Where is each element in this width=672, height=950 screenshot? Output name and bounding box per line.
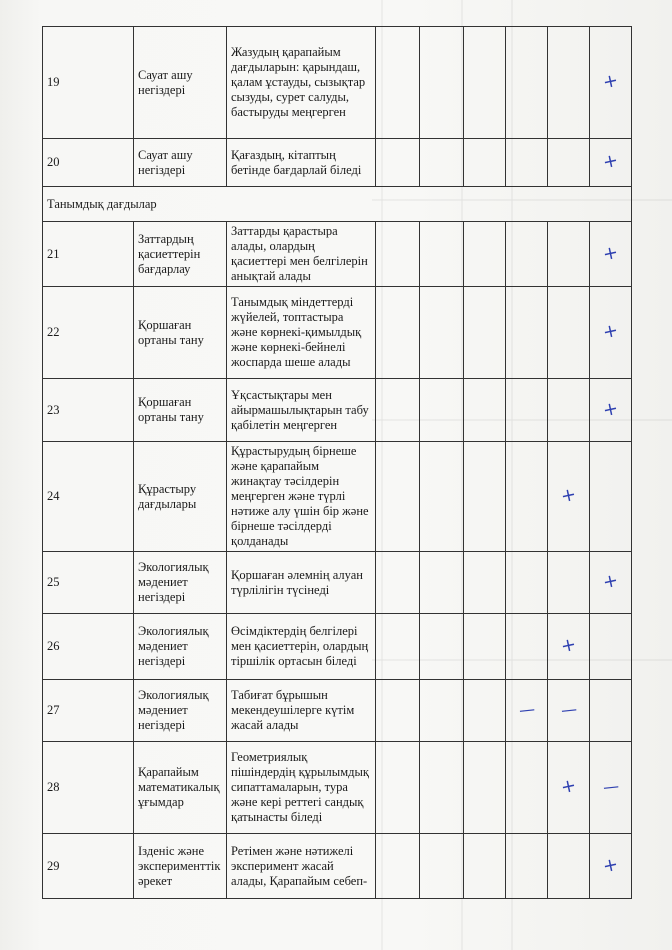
- level-mark-cell: [464, 614, 506, 680]
- skill-area: Экологиялық мәдениет негіздері: [134, 614, 227, 680]
- table-row: [43, 552, 632, 614]
- level-mark-cell: [420, 139, 464, 187]
- handwritten-plus-mark: +: [558, 774, 579, 799]
- skill-description: Заттарды қарастыра алады, олардың қасиеттері мен белгілерін анықтай алады: [227, 222, 376, 287]
- level-mark-cell: [548, 834, 590, 899]
- level-mark-cell: [548, 442, 590, 552]
- row-number: 21: [43, 222, 134, 287]
- handwritten-plus-mark: +: [600, 241, 621, 265]
- section-title: Танымдық дағдылар: [43, 187, 632, 222]
- table-row: [43, 222, 632, 287]
- level-mark-cell: [420, 27, 464, 139]
- empty-cell: [376, 834, 420, 899]
- level-mark-cell: [420, 287, 464, 379]
- level-mark-cell: [590, 680, 632, 742]
- level-mark-cell: [506, 379, 548, 442]
- level-mark-cell: [420, 614, 464, 680]
- level-mark-cell: [420, 379, 464, 442]
- level-mark-cell: [464, 222, 506, 287]
- level-mark-cell: [420, 442, 464, 552]
- level-mark-cell: [464, 27, 506, 139]
- empty-cell: [376, 614, 420, 680]
- skill-area: Қарапайым математикалық ұғымдар: [134, 742, 227, 834]
- skill-area: Сауат ашу негіздері: [134, 139, 227, 187]
- skill-description: Ұқсастықтары мен айырмашылықтарын табу қабілетін меңгерген: [227, 379, 376, 442]
- handwritten-plus-mark: +: [558, 633, 579, 658]
- handwritten-plus-mark: +: [600, 397, 621, 421]
- skill-description: Танымдық міндеттерді жүйелей, топтастыра және көрнекі-қимылдық және көрнекі-бейнелі жоспарда шеше алады: [227, 287, 376, 379]
- level-mark-cell: [548, 139, 590, 187]
- skill-description: Табиғат бұрышын мекендеушілерге күтім жасай алады: [227, 680, 376, 742]
- empty-cell: [376, 287, 420, 379]
- skill-description: Қоршаған әлемнің алуан түрлілігін түсінеді: [227, 552, 376, 614]
- table-row: [43, 287, 632, 379]
- level-mark-cell: [420, 680, 464, 742]
- row-number: 23: [43, 379, 134, 442]
- level-mark-cell: [464, 139, 506, 187]
- skill-area: Құрастыру дағдылары: [134, 442, 227, 552]
- table-row: [43, 680, 632, 742]
- table-row: [43, 139, 632, 187]
- level-mark-cell: [506, 27, 548, 139]
- level-mark-cell: [590, 834, 632, 899]
- empty-cell: [376, 222, 420, 287]
- level-mark-cell: [420, 222, 464, 287]
- table-row: [43, 27, 632, 139]
- handwritten-plus-mark: +: [558, 483, 579, 508]
- level-mark-cell: [464, 287, 506, 379]
- level-mark-cell: [548, 222, 590, 287]
- level-mark-cell: [590, 614, 632, 680]
- empty-cell: [376, 139, 420, 187]
- handwritten-dash-mark: —: [517, 699, 536, 720]
- level-mark-cell: [506, 222, 548, 287]
- handwritten-plus-mark: +: [600, 853, 621, 877]
- level-mark-cell: [590, 379, 632, 442]
- table-row: [43, 442, 632, 552]
- skill-description: Қағаздың, кітаптың бетінде бағдарлай біледі: [227, 139, 376, 187]
- empty-cell: [376, 379, 420, 442]
- handwritten-dash-mark: —: [601, 776, 620, 797]
- level-mark-cell: [464, 379, 506, 442]
- handwritten-plus-mark: +: [600, 319, 621, 344]
- level-mark-cell: [590, 139, 632, 187]
- empty-cell: [376, 680, 420, 742]
- table-row: [43, 614, 632, 680]
- skill-area: Экологиялық мәдениет негіздері: [134, 552, 227, 614]
- level-mark-cell: [420, 834, 464, 899]
- handwritten-dash-mark: —: [559, 699, 578, 720]
- row-number: 26: [43, 614, 134, 680]
- skill-description: Өсімдіктердің белгілері мен қасиеттерін, олардың тіршілік ортасын біледі: [227, 614, 376, 680]
- level-mark-cell: [590, 27, 632, 139]
- handwritten-plus-mark: +: [600, 569, 621, 594]
- level-mark-cell: [548, 614, 590, 680]
- level-mark-cell: [548, 680, 590, 742]
- row-number: 28: [43, 742, 134, 834]
- empty-cell: [376, 742, 420, 834]
- skill-description: Геометриялық пішіндердің құрылымдық сипаттамаларын, тура және кері реттегі сандық қатынасты біледі: [227, 742, 376, 834]
- skill-area: Экологиялық мәдениет негіздері: [134, 680, 227, 742]
- handwritten-plus-mark: +: [600, 149, 621, 174]
- skill-area: Қоршаған ортаны тану: [134, 379, 227, 442]
- level-mark-cell: [506, 834, 548, 899]
- level-mark-cell: [464, 552, 506, 614]
- level-mark-cell: [506, 742, 548, 834]
- empty-cell: [376, 442, 420, 552]
- table-row: [43, 379, 632, 442]
- level-mark-cell: [420, 552, 464, 614]
- level-mark-cell: [548, 287, 590, 379]
- row-number: 27: [43, 680, 134, 742]
- level-mark-cell: [590, 552, 632, 614]
- level-mark-cell: [590, 287, 632, 379]
- level-mark-cell: [464, 680, 506, 742]
- level-mark-cell: [506, 680, 548, 742]
- handwritten-plus-mark: +: [600, 69, 621, 94]
- row-number: 29: [43, 834, 134, 899]
- skill-description: Жазудың қарапайым дағдыларын: қарындаш, қалам ұстауды, сызықтар сызуды, сурет салуды, бастыруды меңгерген: [227, 27, 376, 139]
- level-mark-cell: [420, 742, 464, 834]
- level-mark-cell: [590, 442, 632, 552]
- level-mark-cell: [548, 379, 590, 442]
- skill-description: Ретімен және нәтижелі эксперимент жасай алады, Қарапайым себеп-: [227, 834, 376, 899]
- level-mark-cell: [548, 27, 590, 139]
- assessment-table: [42, 26, 632, 899]
- row-number: 19: [43, 27, 134, 139]
- level-mark-cell: [590, 222, 632, 287]
- level-mark-cell: [506, 442, 548, 552]
- level-mark-cell: [506, 287, 548, 379]
- row-number: 20: [43, 139, 134, 187]
- level-mark-cell: [590, 742, 632, 834]
- table-row: [43, 834, 632, 899]
- skill-description: Құрастырудың бірнеше және қарапайым жинақтау тәсілдерін меңгерген және түрлі нәтиже алу үшін бір және бірнеше тәсілдерді қолданады: [227, 442, 376, 552]
- level-mark-cell: [464, 442, 506, 552]
- table-row: [43, 742, 632, 834]
- section-header-row: [43, 187, 632, 222]
- level-mark-cell: [506, 614, 548, 680]
- row-number: 25: [43, 552, 134, 614]
- level-mark-cell: [548, 742, 590, 834]
- skill-area: Қоршаған ортаны тану: [134, 287, 227, 379]
- empty-cell: [376, 552, 420, 614]
- level-mark-cell: [506, 139, 548, 187]
- level-mark-cell: [464, 834, 506, 899]
- row-number: 22: [43, 287, 134, 379]
- skill-area: Сауат ашу негіздері: [134, 27, 227, 139]
- level-mark-cell: [506, 552, 548, 614]
- row-number: 24: [43, 442, 134, 552]
- empty-cell: [376, 27, 420, 139]
- skill-area: Ізденіс және эксперименттік әрекет: [134, 834, 227, 899]
- level-mark-cell: [548, 552, 590, 614]
- level-mark-cell: [464, 742, 506, 834]
- skill-area: Заттардың қасиеттерін бағдарлау: [134, 222, 227, 287]
